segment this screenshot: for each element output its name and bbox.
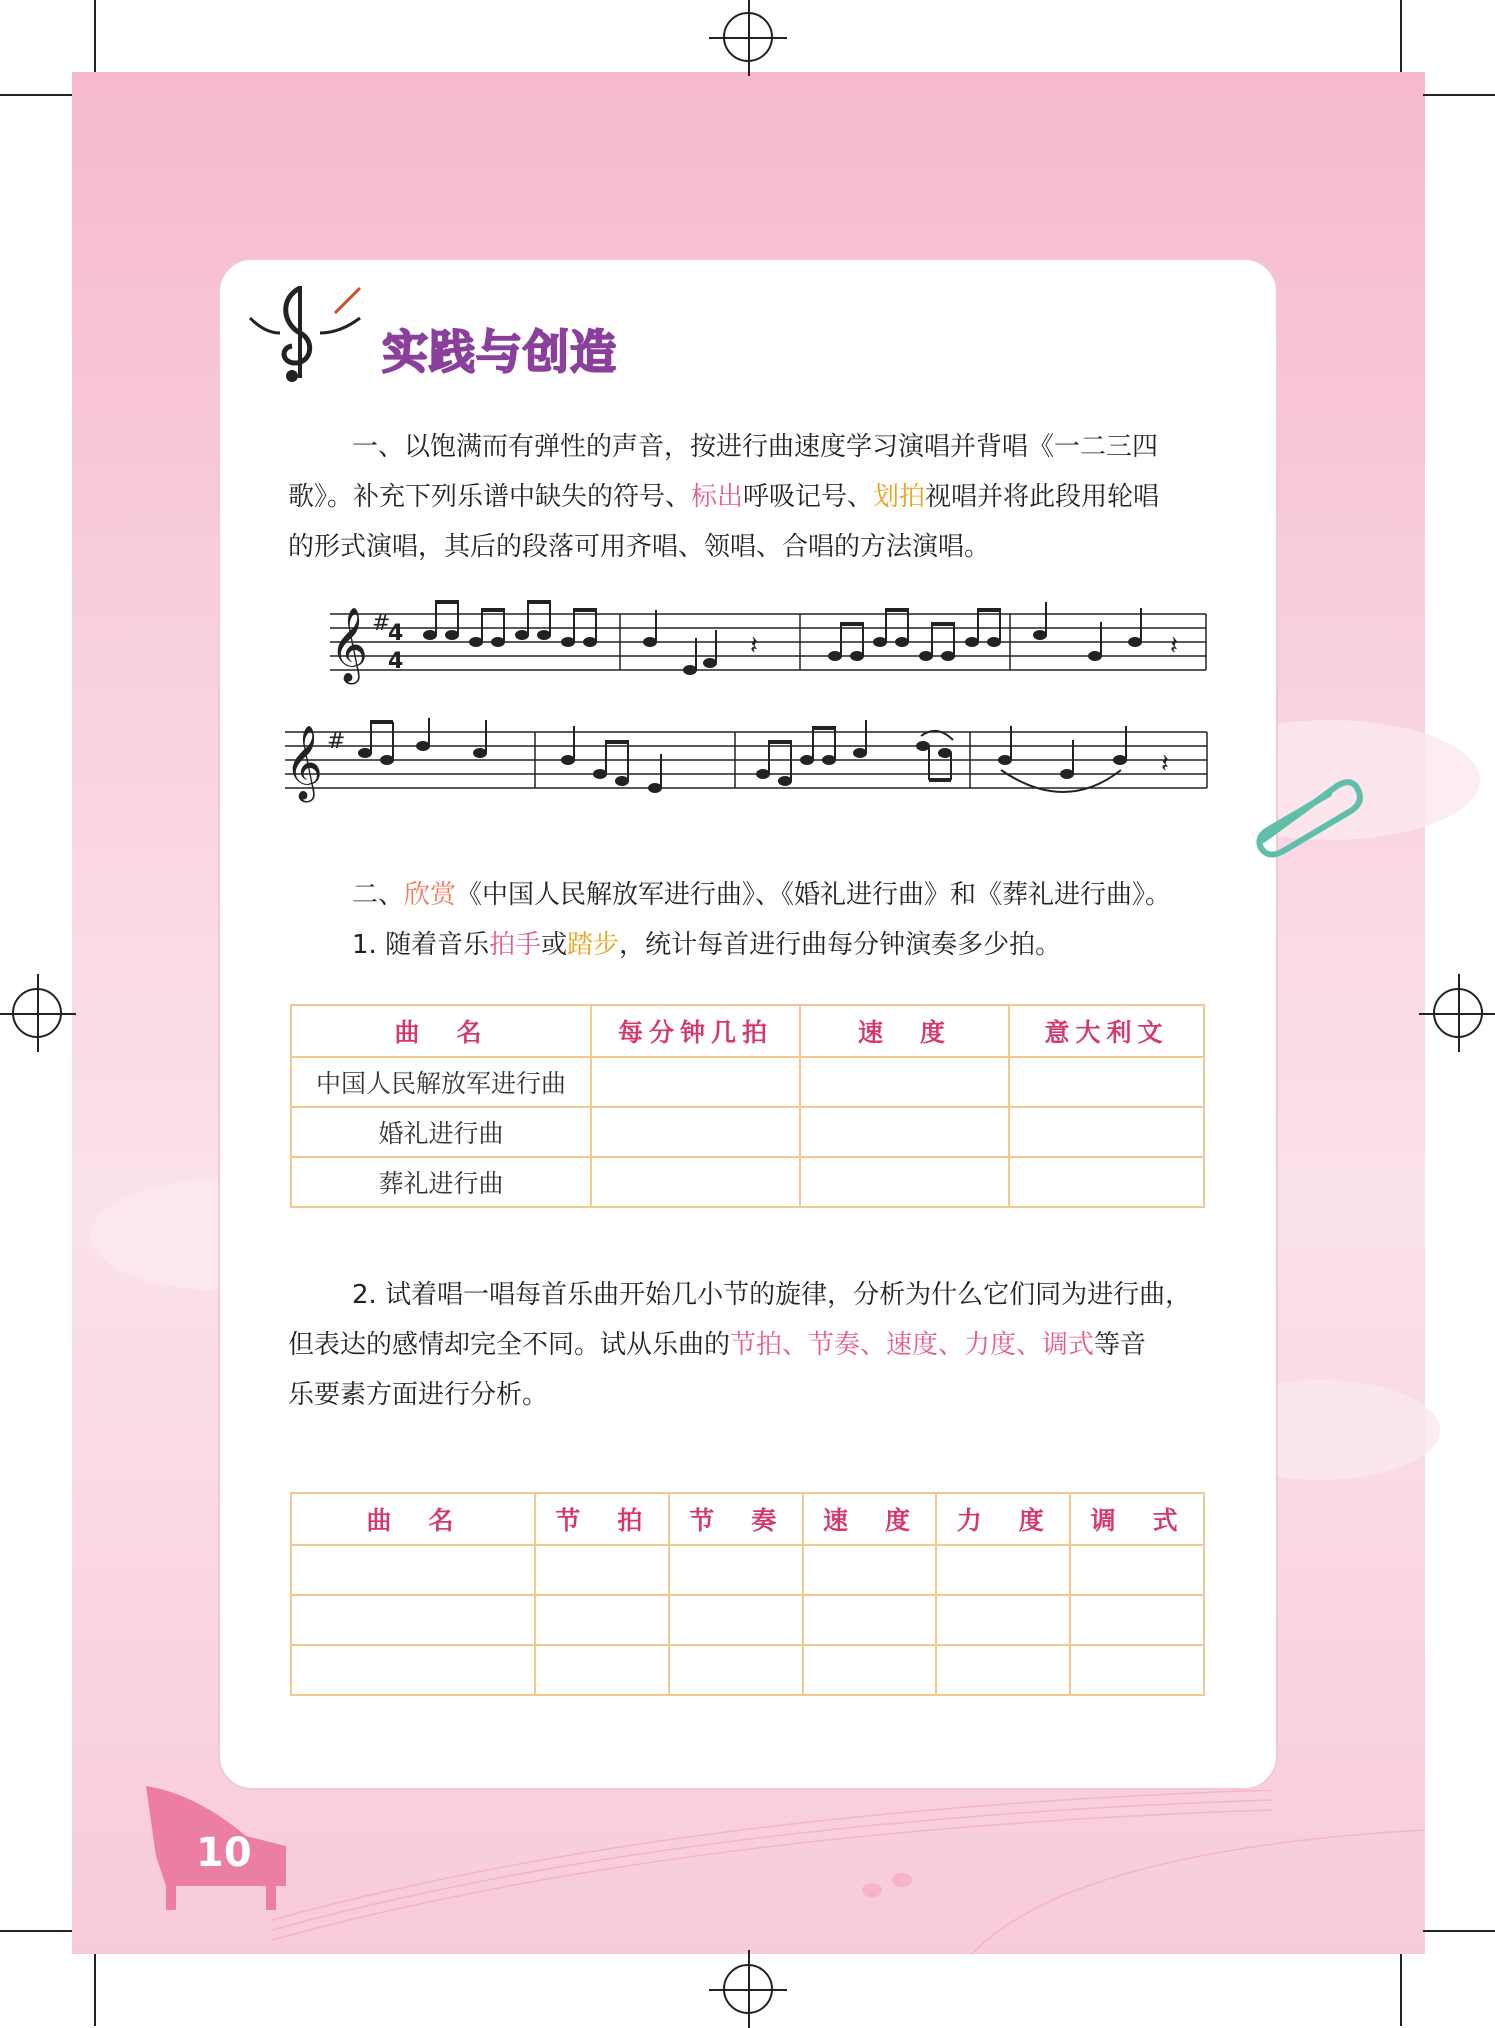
table2-cell[interactable] <box>535 1595 669 1645</box>
highlight-clap: 拍手 <box>489 930 542 960</box>
table2-header: 节 拍 <box>535 1493 669 1545</box>
part1-text: 呼吸记号、 <box>743 482 874 512</box>
section-title: 实践与创造 <box>382 325 617 379</box>
part1-paragraph <box>288 422 1220 472</box>
table2-cell[interactable] <box>936 1595 1070 1645</box>
crop-mark <box>0 94 72 96</box>
part2-text: 二、 <box>352 880 405 910</box>
svg-text:4: 4 <box>388 621 404 646</box>
table1-header: 每分钟几拍 <box>591 1005 800 1057</box>
table2-cell[interactable] <box>669 1595 803 1645</box>
highlight-beat: 划拍 <box>873 482 926 512</box>
part1-paragraph-cont <box>288 472 1220 572</box>
svg-text:𝄞: 𝄞 <box>330 608 368 682</box>
table1-cell[interactable] <box>591 1107 800 1157</box>
part1-line1: 一、以饱满而有弹性的声音，按进行曲速度学习演唱并背唱《一二三四 <box>352 432 1159 462</box>
table1-cell[interactable] <box>1009 1107 1204 1157</box>
table1-header: 意大利文 <box>1009 1005 1204 1057</box>
table2-cell[interactable] <box>1070 1545 1204 1595</box>
highlight-step: 踏步 <box>567 930 620 960</box>
table2-cell[interactable] <box>803 1595 937 1645</box>
table2-cell[interactable] <box>669 1645 803 1695</box>
table2-cell[interactable] <box>669 1545 803 1595</box>
table2-cell[interactable] <box>291 1645 535 1695</box>
table2-cell[interactable] <box>936 1645 1070 1695</box>
svg-text:𝄽: 𝄽 <box>1170 631 1178 661</box>
table2-cell[interactable] <box>291 1595 535 1645</box>
registration-mark <box>12 988 62 1038</box>
part1-text: 歌》。补充下列乐谱中缺失的符号、 <box>288 482 692 512</box>
q2-text: 等音 <box>1094 1330 1147 1360</box>
part2-question1 <box>352 920 1252 970</box>
table2-header: 速 度 <box>803 1493 937 1545</box>
table1-row-title: 婚礼进行曲 <box>291 1107 591 1157</box>
table1-cell[interactable] <box>800 1157 1009 1207</box>
q2-line1: 2. 试着唱一唱每首乐曲开始几小节的旋律，分析为什么它们同为进行曲， <box>352 1280 1192 1310</box>
music-staff-2 <box>285 718 1210 818</box>
table2-header: 调 式 <box>1070 1493 1204 1545</box>
question2-paragraph-cont <box>288 1320 1220 1420</box>
registration-mark <box>723 1964 773 2014</box>
svg-text:𝄽: 𝄽 <box>750 631 758 661</box>
table1-cell[interactable] <box>800 1107 1009 1157</box>
table1-cell[interactable] <box>800 1057 1009 1107</box>
table2-header: 曲 名 <box>291 1493 535 1545</box>
q1-text: 或 <box>541 930 568 960</box>
crop-mark <box>1400 1954 1402 2026</box>
table1-header: 曲 名 <box>291 1005 591 1057</box>
table2-cell[interactable] <box>936 1545 1070 1595</box>
conductor-clef-icon <box>240 278 370 388</box>
table1-row-title: 中国人民解放军进行曲 <box>291 1057 591 1107</box>
tempo-table <box>290 1004 1205 1208</box>
q1-text: ，统计每首进行曲每分钟演奏多少拍。 <box>619 930 1062 960</box>
question2-paragraph <box>288 1270 1220 1320</box>
svg-text:4: 4 <box>388 649 404 674</box>
table2-header: 节 奏 <box>669 1493 803 1545</box>
svg-text:#: # <box>372 611 391 636</box>
crop-mark <box>94 1954 96 2026</box>
svg-text:𝄞: 𝄞 <box>285 726 323 800</box>
page-number: 10 <box>196 1830 252 1876</box>
analysis-table <box>290 1492 1205 1696</box>
table2-cell[interactable] <box>803 1545 937 1595</box>
highlight-elements: 节拍、节奏、速度、力度、调式 <box>730 1330 1095 1360</box>
table2-cell[interactable] <box>1070 1595 1204 1645</box>
table2-cell[interactable] <box>291 1545 535 1595</box>
q2-line3: 乐要素方面进行分析。 <box>288 1380 549 1410</box>
table2-cell[interactable] <box>535 1545 669 1595</box>
highlight-mark: 标出 <box>691 482 744 512</box>
paperclip-icon <box>1245 768 1365 858</box>
table1-cell[interactable] <box>1009 1157 1204 1207</box>
table2-header: 力 度 <box>936 1493 1070 1545</box>
table1-cell[interactable] <box>1009 1057 1204 1107</box>
crop-mark <box>1423 1930 1495 1932</box>
table1-cell[interactable] <box>591 1057 800 1107</box>
crop-mark <box>94 0 96 72</box>
table2-cell[interactable] <box>535 1645 669 1695</box>
table1-row-title: 葬礼进行曲 <box>291 1157 591 1207</box>
svg-text:#: # <box>327 729 346 754</box>
part1-text: 视唱并将此段用轮唱 <box>925 482 1160 512</box>
part1-line3: 的形式演唱，其后的段落可用齐唱、领唱、合唱的方法演唱。 <box>288 532 991 562</box>
table2-cell[interactable] <box>803 1645 937 1695</box>
registration-mark <box>723 12 773 62</box>
registration-mark <box>1433 988 1483 1038</box>
highlight-listen: 欣赏 <box>404 880 457 910</box>
table1-cell[interactable] <box>591 1157 800 1207</box>
q2-text: 但表达的感情却完全不同。试从乐曲的 <box>288 1330 731 1360</box>
crop-mark <box>1423 94 1495 96</box>
crop-mark <box>0 1930 72 1932</box>
part2-title <box>352 870 1252 920</box>
music-staff-1 <box>330 600 1210 690</box>
q1-text: 1. 随着音乐 <box>352 930 490 960</box>
crop-mark <box>1400 0 1402 72</box>
table2-cell[interactable] <box>1070 1645 1204 1695</box>
table1-header: 速 度 <box>800 1005 1009 1057</box>
svg-text:𝄽: 𝄽 <box>1161 749 1169 779</box>
part2-text: 《中国人民解放军进行曲》、《婚礼进行曲》和《葬礼进行曲》。 <box>456 880 1172 910</box>
